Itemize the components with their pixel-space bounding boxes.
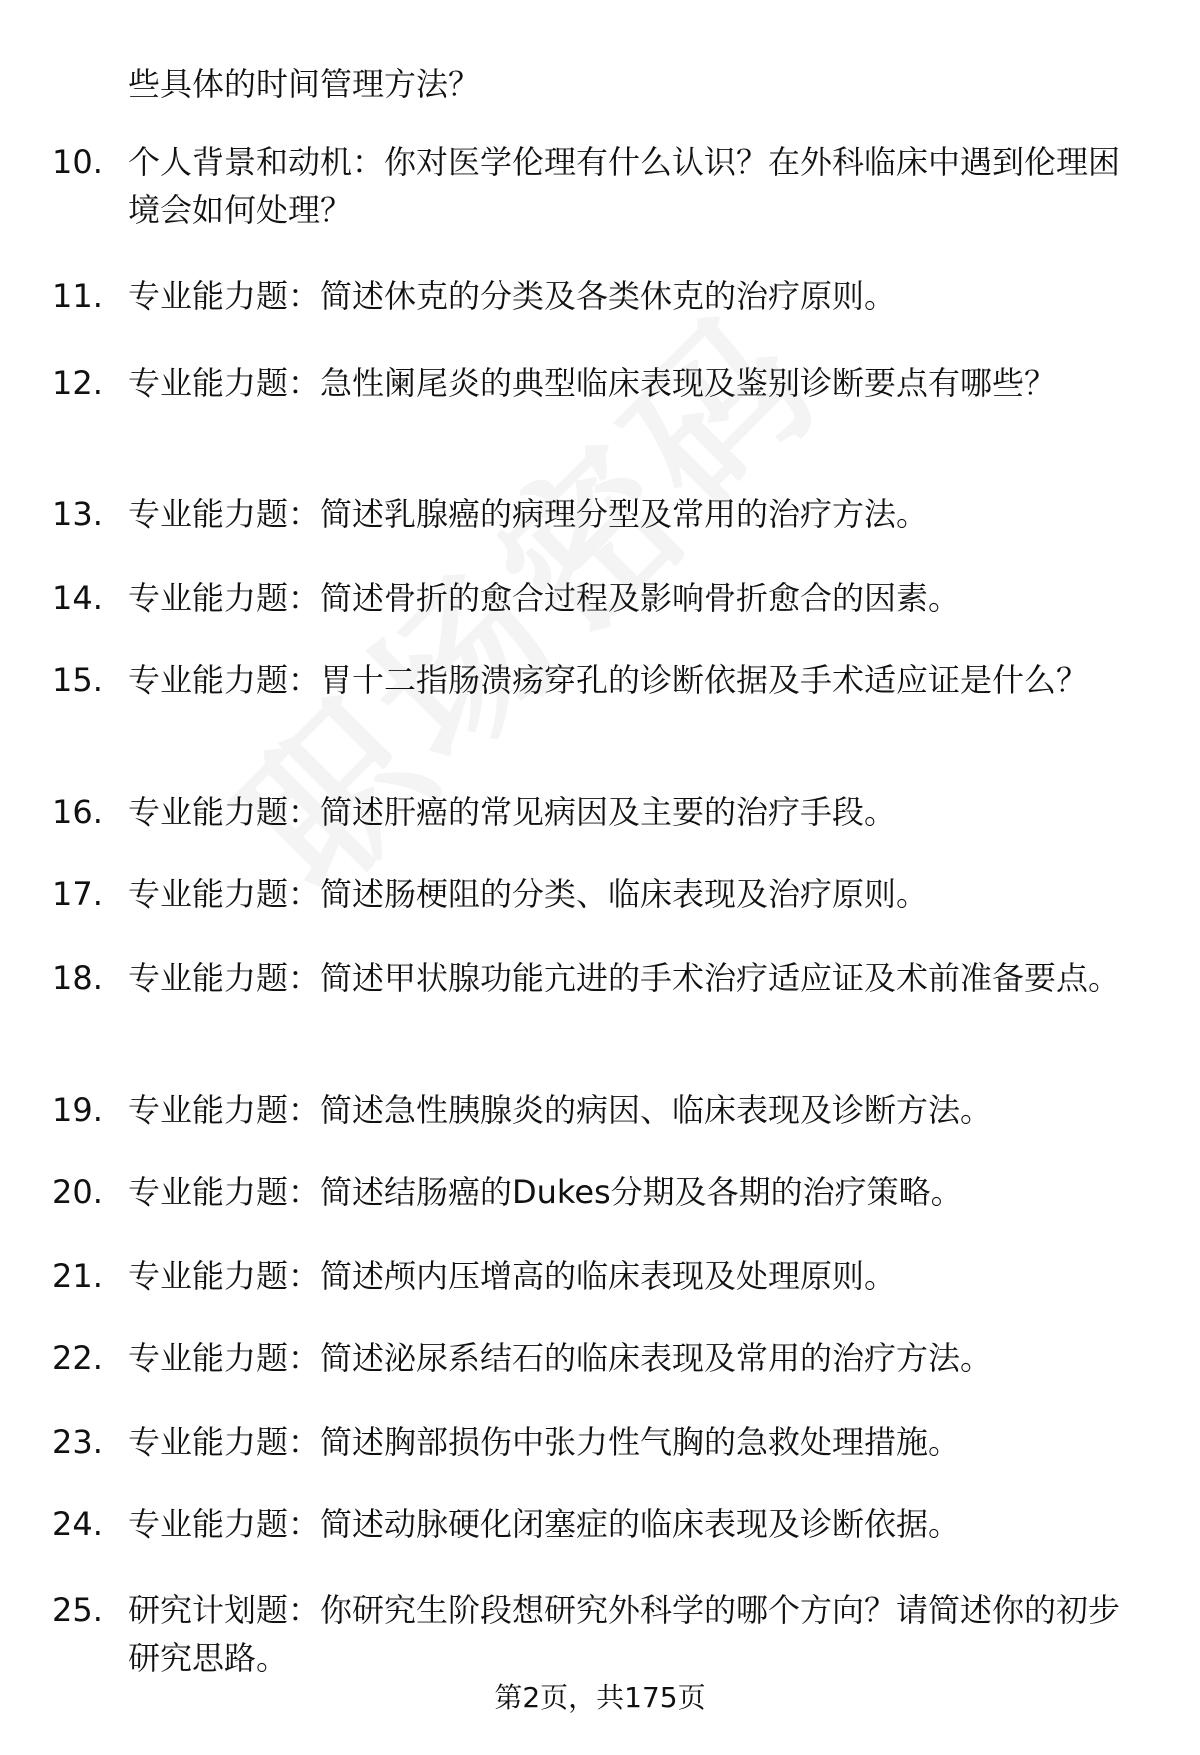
question-text: 专业能力题：胃十二指肠溃疡穿孔的诊断依据及手术适应证是什么？ [128,661,1089,699]
question-text: 专业能力题：简述肝癌的常见病因及主要的治疗手段。 [128,793,897,831]
question-number: 14. [52,579,103,617]
question-number: 17. [52,875,103,913]
question-text: 专业能力题：简述动脉硬化闭塞症的临床表现及诊断依据。 [128,1505,961,1543]
continuation-text: 些具体的时间管理方法？ [128,65,481,103]
question-number: 13. [52,495,103,533]
question-number: 22. [52,1339,103,1377]
question-text: 个人背景和动机：你对医学伦理有什么认识？在外科临床中遇到伦理困境会如何处理？ [128,143,1121,229]
question-text: 专业能力题：简述胸部损伤中张力性气胸的急救处理措施。 [128,1423,961,1461]
question-text: 专业能力题：简述骨折的愈合过程及影响骨折愈合的因素。 [128,579,961,617]
question-text: 专业能力题：简述休克的分类及各类休克的治疗原则。 [128,277,897,315]
question-number: 24. [52,1505,103,1543]
question-number: 18. [52,959,103,997]
question-text: 专业能力题：简述泌尿系结石的临床表现及常用的治疗方法。 [128,1339,993,1377]
question-text: 专业能力题：简述急性胰腺炎的病因、临床表现及诊断方法。 [128,1091,993,1129]
question-number: 21. [52,1257,103,1295]
question-number: 10. [52,143,103,181]
question-text: 研究计划题：你研究生阶段想研究外科学的哪个方向？请简述你的初步研究思路。 [128,1591,1121,1677]
question-number: 19. [52,1091,103,1129]
question-text: 专业能力题：简述乳腺癌的病理分型及常用的治疗方法。 [128,495,929,533]
question-number: 15. [52,661,103,699]
question-number: 25. [52,1591,103,1629]
question-number: 20. [52,1173,103,1211]
question-number: 23. [52,1423,103,1461]
question-number: 11. [52,277,103,315]
question-text: 专业能力题：急性阑尾炎的典型临床表现及鉴别诊断要点有哪些？ [128,364,1057,402]
question-text: 专业能力题：简述甲状腺功能亢进的手术治疗适应证及术前准备要点。 [128,959,1121,997]
question-text: 专业能力题：简述结肠癌的Dukes分期及各期的治疗策略。 [128,1173,963,1211]
question-number: 16. [52,793,103,831]
question-number: 12. [52,364,103,402]
question-text: 专业能力题：简述肠梗阻的分类、临床表现及治疗原则。 [128,875,929,913]
question-text: 专业能力题：简述颅内压增高的临床表现及处理原则。 [128,1257,897,1295]
page-number-footer: 第2页，共175页 [494,1681,706,1714]
